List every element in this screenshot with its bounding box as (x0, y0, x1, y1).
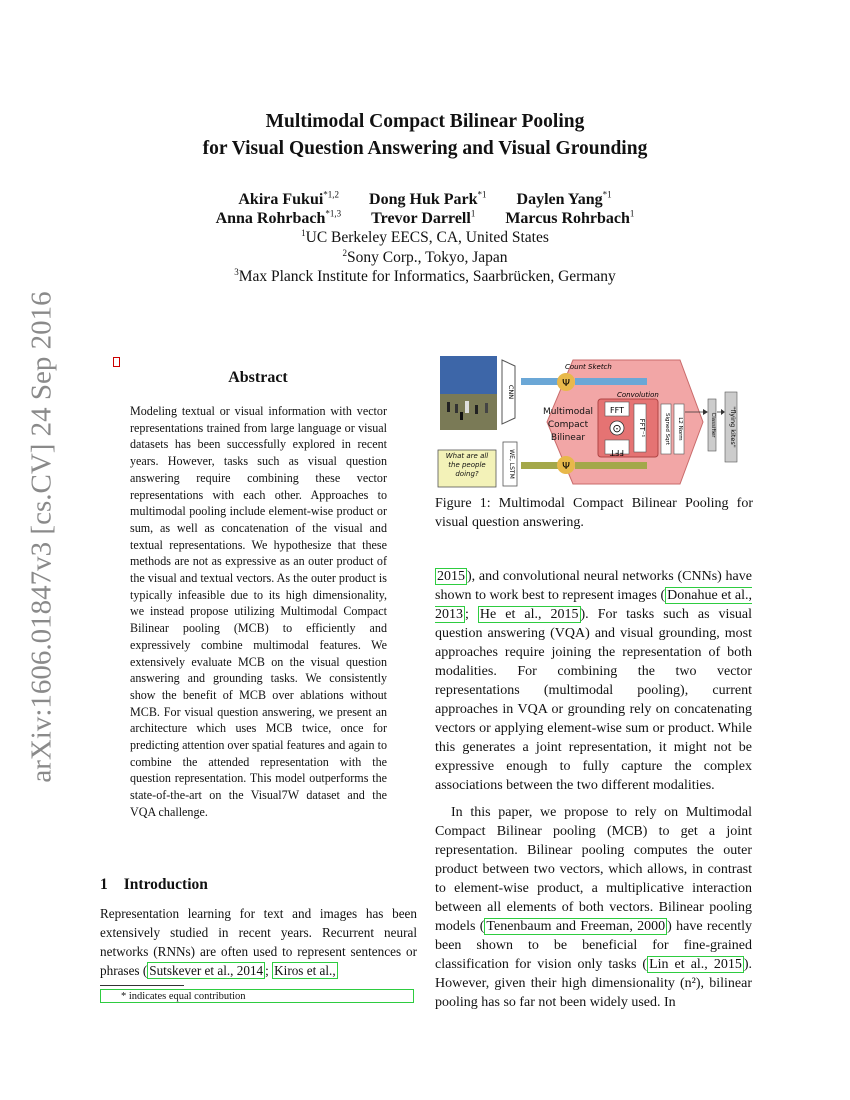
annotation-marker (113, 357, 120, 367)
count-sketch-label: Count Sketch (565, 363, 612, 371)
paragraph: In this paper, we propose to rely on Multimodal Compact Bilinear pooling (MCB) to get a joint representation. Bilinear pooling computes the outer product between two vectors, which allows, in contrast to element-wise product, a multiplicative interaction between all elements of both vectors. Bilinear pooling models ( Tenenbaum and Freeman, 2000 ) have recently been shown to be beneficial for fine-grained classification for vision only tasks ( Lin et al., 2015 ). However, given their high dimensionality (n²), bilinear pooling has so far not been widely used. In (435, 805, 752, 1010)
citation-link[interactable]: Kiros et al., (274, 962, 336, 978)
paragraph: 2015 ), and convolutional neural networks (CNNs) have shown to work best to represent images ( Donahue et al., 2013 ; He et al., 2015 ). For tasks such as visual question answering (VQA) and visual grounding, most approaches require joining the representation of both modalities. For combining the two vector representations (multimodal pooling), current approaches in VQA or grounding rely on concatenating vectors or applying element-wise sum or product. While this generates a joint representation, it might not be expressive enough to fully capture the complex associations between the two different modalities. (435, 569, 752, 793)
abstract-body: Modeling textual or visual information with vector representations trained from large language or visual datasets has been successfully explored in recent years. However, tasks such as visual question answering require combining these vector representations with each other. Approaches to multimodal pooling include element-wise product or sum, as well as concatenation of the visual and textual representations. We hypothesize that these methods are not as expressive as an outer product of the visual and textual vectors. As the outer product is typically infeasible due to its high dimensionality, we instead propose utilizing Multimodal Compact Bilinear pooling (MCB) to efficiently and expressively combine multimodal features. We extensively evaluate MCB on the visual question answering and grounding tasks. We consistently show the benefit of MCB over ablations without MCB. For visual question answering, we present an architecture which uses MCB twice, once for predicting attention over spatial features and again to combine the attended representation with the question representation. This model outperforms the state-of-the-art on the Visual7W dataset and the VQA challenge. (130, 404, 387, 819)
question-text: What are all the people doing? (445, 452, 489, 478)
svg-text:FFT⁻¹: FFT⁻¹ (638, 418, 646, 438)
author: Trevor Darrell$^1$ (371, 208, 476, 227)
author: Daylen Yang$^{*1}$ (516, 189, 612, 208)
arxiv-stamp: arXiv:1606.01847v3 [cs.CV] 24 Sep 2016 (25, 291, 58, 783)
author: Dong Huk Park$^{*1}$ (369, 189, 487, 208)
mcb-figure (435, 352, 755, 490)
sketched-visual-bar (575, 378, 647, 385)
right-column-text (435, 567, 752, 1012)
affiliation: $^1$UC Berkeley EECS, CA, United States (301, 227, 549, 246)
citation-link[interactable]: He et al., 2015 (479, 607, 579, 622)
svg-text:FFT: FFT (610, 406, 624, 415)
author-row-1 (0, 190, 850, 209)
svg-text:Classifier: Classifier (710, 412, 716, 438)
svg-text:Ψ: Ψ (562, 461, 570, 472)
mcb-label: Multimodal Compact Bilinear (542, 407, 593, 443)
citation-link[interactable]: Sutskever et al., 2014 (149, 962, 264, 978)
visual-feature-bar (521, 378, 561, 385)
citation-link[interactable]: Lin et al., 2015 (649, 957, 742, 972)
cnn-label: CNN (507, 384, 515, 400)
footnote[interactable]: * indicates equal contribution (100, 989, 414, 1003)
abstract-heading: Abstract (228, 369, 288, 386)
section-heading-introduction: 1 Introduction (100, 876, 208, 893)
lstm-label: WE, LSTM (508, 449, 515, 479)
svg-text:L2 Norm: L2 Norm (677, 417, 683, 441)
citation-link[interactable]: Tenenbaum and Freeman, 2000 (486, 919, 666, 934)
convolution-label: Convolution (617, 391, 659, 399)
arrow-icon (721, 409, 725, 415)
figure-caption: Figure 1: Multimodal Compact Bilinear Pooling for visual question answering. (435, 496, 753, 530)
affiliation: $^3$Max Planck Institute for Informatics, Saarbrücken, Germany (234, 266, 616, 285)
citation-link[interactable]: Donahue et al., 2013 (435, 588, 752, 622)
text-feature-bar (521, 462, 561, 469)
title-line-1: Multimodal Compact Bilinear Pooling (265, 111, 585, 132)
svg-text:"flying kites": "flying kites" (729, 406, 737, 448)
author-block (0, 190, 850, 287)
input-image (440, 356, 497, 430)
affiliation: $^2$Sony Corp., Tokyo, Japan (342, 247, 508, 266)
intro-paragraph: Representation learning for text and images has been extensively studied in recent years. Recurrent neural networks (RNNs) are often used to represent sentences or phrases ( Sutskever et al., 2014 ; Kiros et al., (100, 906, 417, 978)
paper-title (0, 108, 850, 162)
author: Akira Fukui$^{*1,2}$ (238, 189, 340, 208)
author-row-2 (0, 209, 850, 228)
author: Marcus Rohrbach$^1$ (505, 208, 635, 227)
title-line-2: for Visual Question Answering and Visual Grounding (202, 138, 648, 159)
svg-text:Ψ: Ψ (562, 378, 570, 389)
author: Anna Rohrbach$^{*1,3}$ (215, 208, 342, 227)
svg-text:Signed Sqrt: Signed Sqrt (664, 412, 670, 446)
svg-text:FFT: FFT (610, 448, 624, 457)
sketched-text-bar (575, 462, 647, 469)
footnote-rule (100, 985, 184, 986)
arrow-icon (703, 409, 708, 415)
citation-link[interactable]: 2015 (437, 569, 465, 584)
svg-text:⊙: ⊙ (612, 422, 622, 435)
